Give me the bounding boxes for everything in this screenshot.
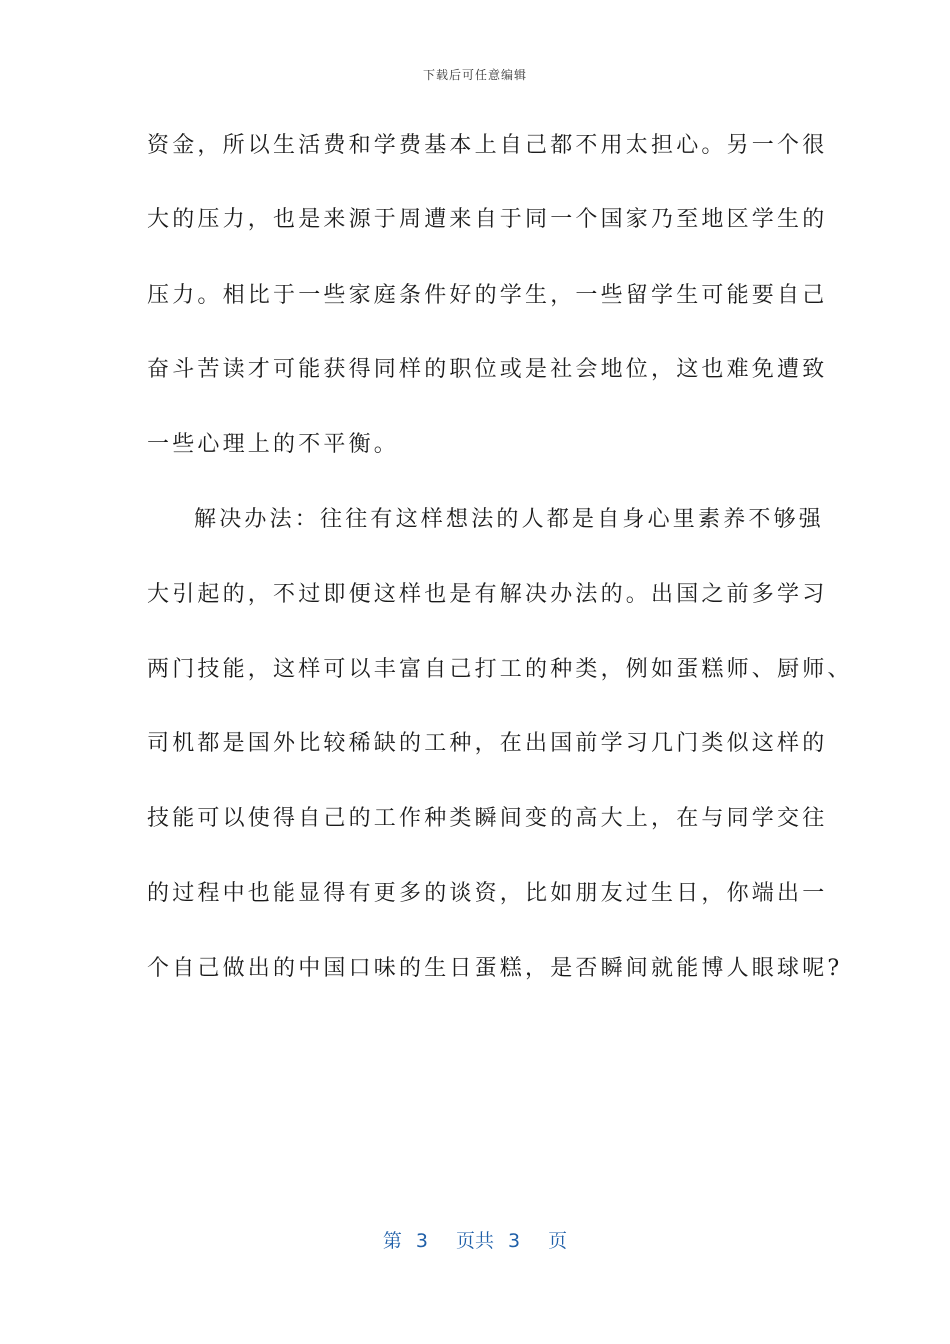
current-page-number: 3 [415, 1230, 428, 1252]
paragraph-line: 大的压力，也是来源于周遭来自于同一个国家乃至地区学生的 [147, 207, 828, 232]
page-suffix: 页 [548, 1230, 568, 1252]
paragraph-line: 资金，所以生活费和学费基本上自己都不用太担心。另一个很 [147, 133, 828, 158]
page-header: 下载后可任意编辑 [422, 68, 527, 82]
paragraph-line: 技能可以使得自己的工作种类瞬间变的高大上，在与同学交往 [147, 806, 828, 831]
paragraph-line: 解决办法：往往有这样想法的人都是自身心里素养不够强 [194, 507, 825, 532]
paragraph-line: 司机都是国外比较稀缺的工种，在出国前学习几门类似这样的 [147, 731, 828, 756]
paragraph-line: 的过程中也能显得有更多的谈资，比如朋友过生日，你端出一 [147, 881, 828, 906]
paragraph-line: 压力。相比于一些家庭条件好的学生，一些留学生可能要自己 [147, 283, 828, 308]
page-number-footer [0, 1226, 950, 1253]
paragraph-line: 奋斗苦读才可能获得同样的职位或是社会地位，这也难免遭致 [147, 357, 828, 382]
total-pages-number: 3 [508, 1230, 521, 1252]
page-middle: 页共 [455, 1230, 494, 1252]
paragraph-line: 一些心理上的不平衡。 [147, 432, 400, 457]
page-prefix: 第 [382, 1230, 402, 1252]
paragraph-line: 大引起的，不过即便这样也是有解决办法的。出国之前多学习 [147, 582, 828, 607]
paragraph-line: 两门技能，这样可以丰富自己打工的种类，例如蛋糕师、厨师、 [147, 657, 853, 682]
paragraph-line: 个自己做出的中国口味的生日蛋糕，是否瞬间就能博人眼球呢? [147, 956, 843, 981]
